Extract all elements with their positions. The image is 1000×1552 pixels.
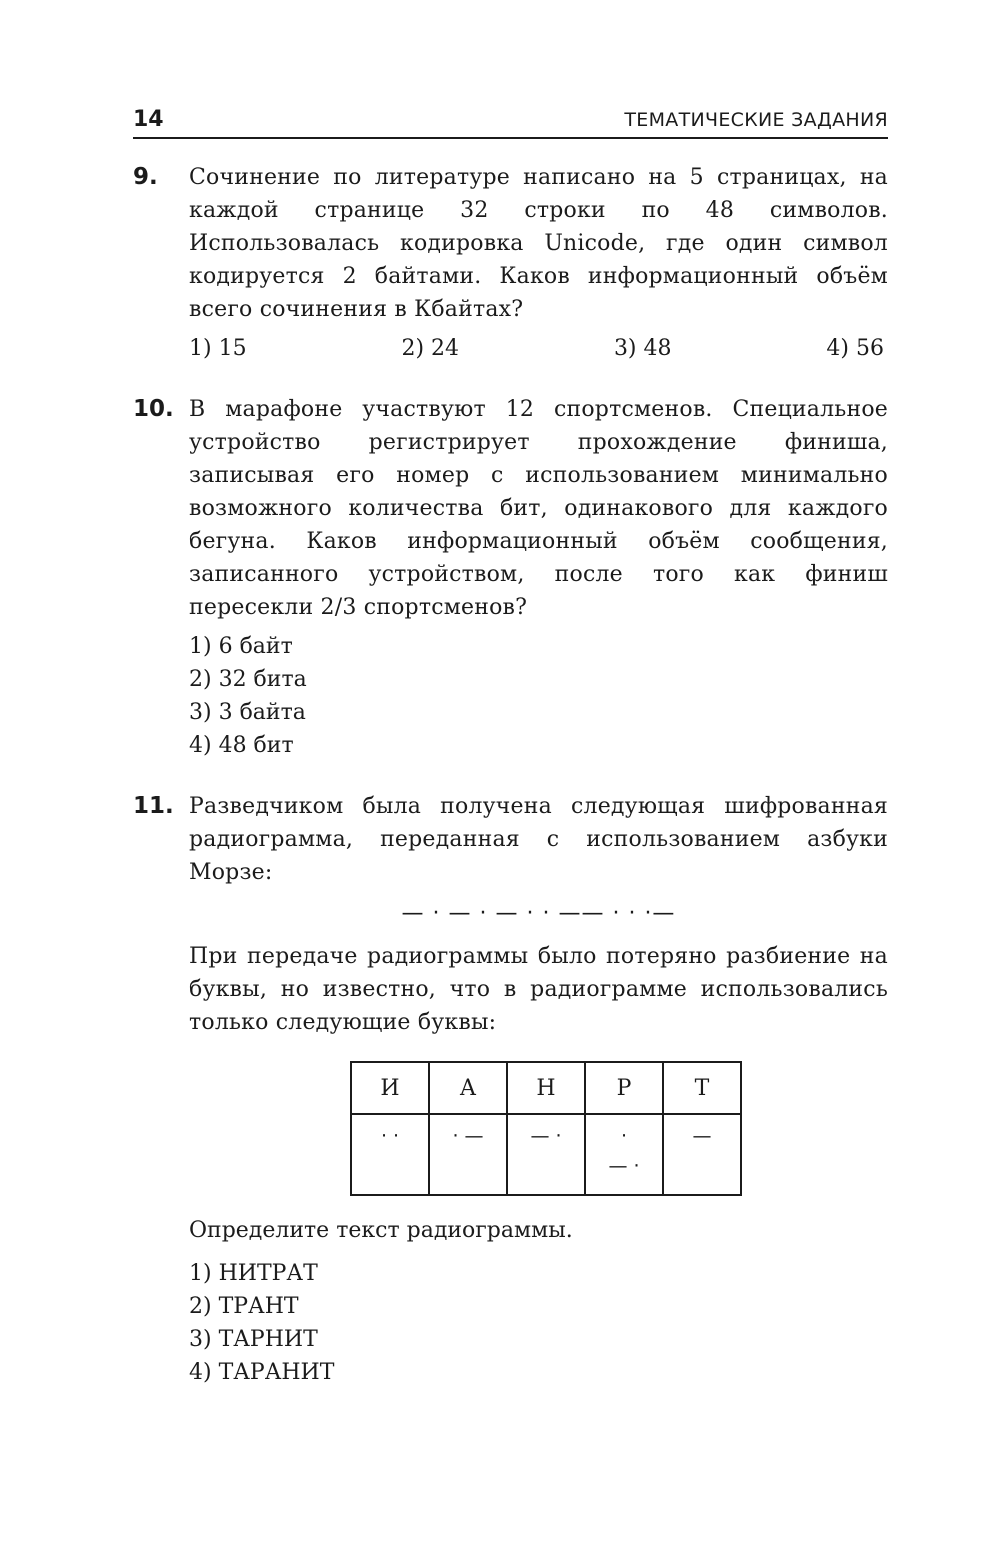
code-line: · · <box>380 1125 400 1147</box>
morse-alphabet-table <box>350 1061 742 1196</box>
table-cell-code <box>663 1114 741 1195</box>
table-row-letters <box>351 1062 741 1114</box>
task-11 <box>133 790 888 1389</box>
table-cell-code <box>507 1114 585 1195</box>
morse-message: — · — · — · · —— · · ·— <box>401 901 676 926</box>
table-row-codes <box>351 1114 741 1195</box>
answer-option: 2) 24 <box>401 336 460 361</box>
page-number: 14 <box>133 107 164 132</box>
task-body <box>189 161 888 365</box>
answer-option: 2) 32 бита <box>189 667 307 692</box>
table-cell-letter: Р <box>585 1062 663 1114</box>
table-cell-letter: И <box>351 1062 429 1114</box>
answer-option: 4) 56 <box>826 336 884 361</box>
code-line: — <box>692 1125 712 1147</box>
running-title: ТЕМАТИЧЕСКИЕ ЗАДАНИЯ <box>624 109 888 131</box>
table-cell-letter: Н <box>507 1062 585 1114</box>
table-cell-letter: А <box>429 1062 507 1114</box>
answer-options <box>189 630 888 762</box>
answer-options <box>189 1257 888 1389</box>
task-9 <box>133 161 888 365</box>
answer-options <box>189 332 888 365</box>
task-number: 10. <box>133 396 174 422</box>
instruction-text: Определите текст радиограммы. <box>189 1218 573 1243</box>
task-text: Разведчиком была получена следующая шифрованная радиограмма, переданная с использованием азбуки Морзе: <box>189 794 888 885</box>
answer-option: 4) ТАРАНИТ <box>189 1360 335 1385</box>
answer-option: 1) 6 байт <box>189 634 293 659</box>
task-body <box>189 790 888 1389</box>
answer-option: 3) 3 байта <box>189 700 306 725</box>
answer-option: 3) ТАРНИТ <box>189 1327 318 1352</box>
task-body <box>189 393 888 762</box>
page-header <box>133 103 888 139</box>
task-text-continued: При передаче радиограммы было потеряно разбиение на буквы, но известно, что в радиограмме использовались только следующие буквы: <box>189 944 888 1035</box>
task-text: В марафоне участвуют 12 спортсменов. Специальное устройство регистрирует прохождение финиша, записывая его номер с использованием минимально возможного количества бит, одинакового для каждого бегуна. Каков информационный объём сообщения, записанного устройством, после того как финиш пересекли 2/3 спортсменов? <box>189 397 888 620</box>
code-line: — · <box>530 1125 562 1147</box>
answer-option: 3) 48 <box>613 336 672 361</box>
table-cell-code <box>429 1114 507 1195</box>
task-10 <box>133 393 888 762</box>
table-cell-letter: Т <box>663 1062 741 1114</box>
task-number: 11. <box>133 793 174 819</box>
task-number: 9. <box>133 164 158 190</box>
answer-option: 4) 48 бит <box>189 733 294 758</box>
answer-option: 1) НИТРАТ <box>189 1261 318 1286</box>
code-line: — · <box>608 1155 640 1177</box>
answer-option: 2) ТРАНТ <box>189 1294 299 1319</box>
task-text: Сочинение по литературе написано на 5 страницах, на каждой странице 32 строки по 48 символов. Использовалась кодировка Unicode, где один символ кодируется 2 байтами. Каков информационный объём всего сочинения в Кбайтах? <box>189 165 888 322</box>
code-line: · — <box>452 1125 484 1147</box>
table-cell-code <box>351 1114 429 1195</box>
code-line: · <box>620 1125 628 1147</box>
answer-option: 1) 15 <box>189 336 247 361</box>
table-cell-code <box>585 1114 663 1195</box>
